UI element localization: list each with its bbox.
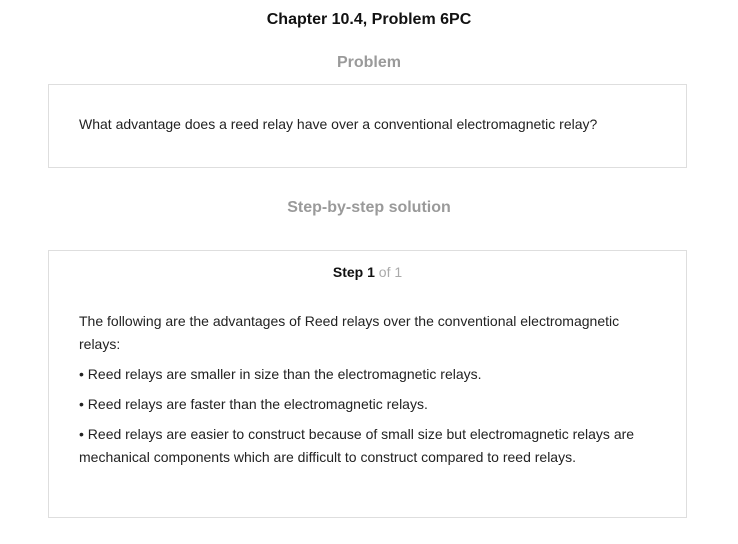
solution-point: • Reed relays are faster than the electromagnetic relays. (79, 396, 428, 412)
page-title: Chapter 10.4, Problem 6PC (266, 11, 472, 28)
solution-card (48, 250, 687, 518)
problem-heading: Problem (336, 54, 401, 71)
solution-heading: Step-by-step solution (287, 199, 451, 216)
step-label: Step (332, 264, 364, 280)
solution-point: • Reed relays are smaller in size than the electromagnetic relays. (79, 366, 482, 382)
solution-body (79, 310, 659, 476)
solution-intro: The following are the advantages of Reed relays over the conventional electromagnetic relays: (79, 313, 620, 352)
problem-card (48, 84, 687, 168)
problem-text: What advantage does a reed relay have over a conventional electromagnetic relay? (79, 116, 598, 132)
step-indicator (49, 264, 686, 280)
step-number: 1 (367, 264, 375, 280)
step-total: of 1 (378, 264, 403, 280)
solution-point: • Reed relays are easier to construct because of small size but electromagnetic relays are mechanical components which are difficult to construct compared to reed relays. (79, 426, 635, 465)
